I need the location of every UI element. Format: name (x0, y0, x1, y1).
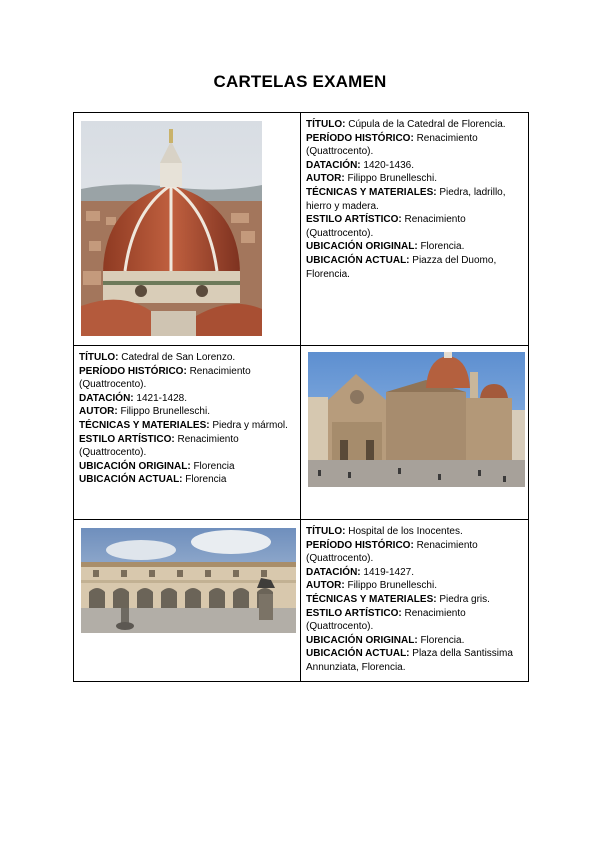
field-value: Filippo Brunelleschi. (344, 580, 437, 592)
field-label: UBICACIÓN ACTUAL: (306, 648, 410, 660)
dome-photo (81, 121, 262, 336)
field-value: Florencia. (417, 634, 465, 646)
field-label: DATACIÓN: (306, 566, 361, 578)
field-value: Hospital de los Inocentes. (345, 526, 463, 537)
field-value: Filippo Brunelleschi. (117, 406, 210, 418)
field-label: DATACIÓN: (306, 159, 361, 171)
field-value: Florencia. (417, 241, 465, 253)
info-block-hospital (301, 520, 528, 675)
field-value: Piedra y mármol. (209, 419, 288, 431)
field-label: ESTILO ARTÍSTICO: (306, 214, 402, 226)
photo-cell (301, 346, 529, 520)
field-value: Renacimiento (Quattrocento). (306, 539, 478, 565)
card-row-san-lorenzo (74, 346, 529, 520)
field-value: Filippo Brunelleschi. (344, 173, 437, 185)
san-lorenzo-photo (308, 352, 525, 487)
field-value: Florencia (190, 460, 235, 472)
field-value: Plaza della Santissima Annunziata, Florencia. (306, 648, 513, 673)
field-value: Renacimiento (Quattrocento). (306, 132, 478, 158)
field-label: UBICACIÓN ORIGINAL: (306, 241, 418, 253)
field-label: AUTOR: (79, 406, 118, 418)
field-value: Cúpula de la Catedral de Florencia. (345, 119, 506, 130)
info-block-dome (301, 113, 528, 281)
info-block-san-lorenzo (74, 346, 300, 487)
field-value: Renacimiento (Quattrocento). (79, 433, 239, 459)
field-value: Florencia (182, 474, 227, 486)
field-value: Renacimiento (Quattrocento). (79, 365, 251, 391)
field-label: UBICACIÓN ORIGINAL: (79, 460, 191, 472)
field-label: TÉCNICAS Y MATERIALES: (306, 593, 437, 605)
field-value: Piazza del Duomo, Florencia. (306, 254, 497, 280)
field-label: UBICACIÓN ORIGINAL: (306, 634, 418, 646)
field-label: UBICACIÓN ACTUAL: (79, 474, 183, 486)
field-label: ESTILO ARTÍSTICO: (79, 433, 175, 445)
field-value: 1421-1428. (133, 392, 188, 404)
hospital-photo (81, 528, 296, 633)
photo-cell (74, 113, 301, 346)
field-label: PERÍODO HISTÓRICO: (79, 365, 187, 377)
field-label: PERÍODO HISTÓRICO: (306, 539, 414, 551)
photo-cell (74, 520, 301, 682)
field-value: 1419-1427. (360, 566, 415, 578)
field-label: TÍTULO: (79, 352, 119, 363)
field-label: AUTOR: (306, 580, 345, 592)
field-label: DATACIÓN: (79, 392, 134, 404)
field-label: TÉCNICAS Y MATERIALES: (79, 419, 210, 431)
field-label: AUTOR: (306, 173, 345, 185)
field-value: 1420-1436. (360, 159, 415, 171)
field-value: Renacimiento (Quattrocento). (306, 607, 466, 633)
field-value: Piedra, ladrillo, hierro y madera. (306, 186, 506, 212)
field-label: TÍTULO: (306, 526, 346, 537)
field-label: ESTILO ARTÍSTICO: (306, 607, 402, 619)
card-row-dome (74, 113, 529, 346)
field-label: TÉCNICAS Y MATERIALES: (306, 186, 437, 198)
field-label: TÍTULO: (306, 119, 346, 130)
field-value: Catedral de San Lorenzo. (118, 352, 236, 363)
info-cell (74, 346, 301, 520)
field-label: PERÍODO HISTÓRICO: (306, 132, 414, 144)
info-cell (301, 113, 529, 346)
info-cell (301, 520, 529, 682)
page-title: CARTELAS EXAMEN (213, 72, 387, 91)
field-value: Piedra gris. (436, 593, 490, 605)
field-value: Renacimiento (Quattrocento). (306, 214, 466, 239)
cards-table (73, 112, 529, 682)
card-row-hospital (74, 520, 529, 682)
field-label: UBICACIÓN ACTUAL: (306, 254, 410, 266)
